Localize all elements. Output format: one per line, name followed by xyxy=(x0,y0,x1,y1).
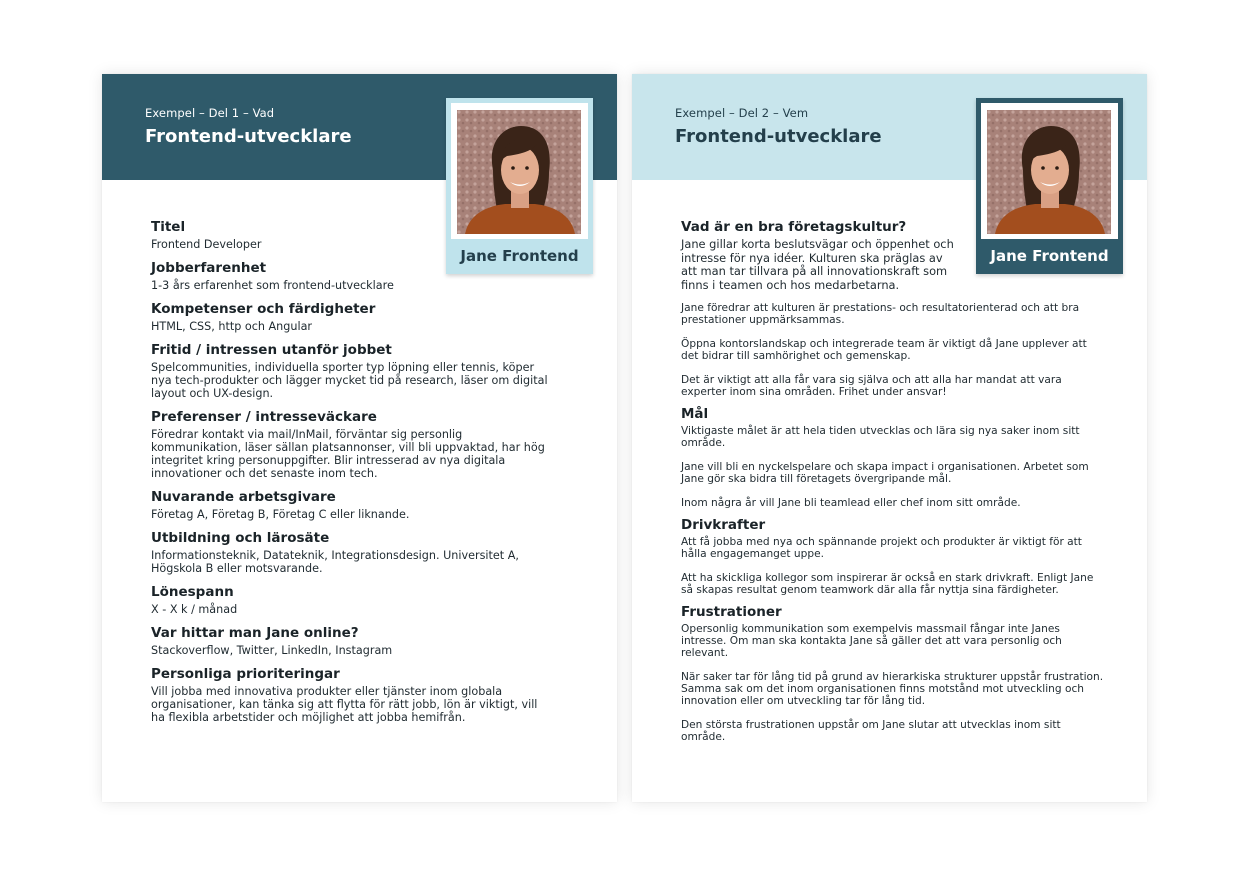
section-goals xyxy=(681,406,1106,509)
field-experience xyxy=(151,260,571,292)
section-paragraph: När saker tar för lång tid på grund av hierarkiska strukturer uppstår frustration. Samma sak om det inom organisationen finns motstånd mot utveckling och innovation eller om utveckling tar för lång tid. xyxy=(681,671,1104,707)
persona-name: Jane Frontend xyxy=(990,247,1109,265)
field-education xyxy=(151,530,571,575)
field-skills xyxy=(151,301,571,333)
field-label: Lönespann xyxy=(151,584,234,600)
section-label: Drivkrafter xyxy=(681,517,766,533)
field-value: Företag A, Företag B, Företag C eller liknande. xyxy=(151,508,410,521)
card-eyebrow: Exempel – Del 2 – Vem xyxy=(675,106,809,120)
persona-sections xyxy=(681,219,1106,751)
section-label: Vad är en bra företagskultur? xyxy=(681,219,907,235)
section-company-culture xyxy=(681,219,1106,398)
persona-card-what xyxy=(102,74,617,802)
field-value: Föredrar kontakt via mail/InMail, förväntar sig personlig kommunikation, läser sällan platsannonser, vill bli uppvaktad, har hög integritet kring personuppgifter. Blir intresserad av nya digitala innovationer och det senaste inom tech. xyxy=(151,428,545,480)
field-label: Kompetenser och färdigheter xyxy=(151,301,376,317)
section-paragraph: Jane föredrar att kulturen är prestations- och resultatorienterad och att bra prestationer uppmärksammas. xyxy=(681,302,1080,326)
field-value: HTML, CSS, http och Angular xyxy=(151,320,313,333)
field-salary-range xyxy=(151,584,571,616)
field-value: Stackoverflow, Twitter, LinkedIn, Instagram xyxy=(151,644,393,657)
section-label: Mål xyxy=(681,406,709,422)
section-paragraph: Jane vill bli en nyckelspelare och skapa impact i organisationen. Arbetet som Jane gör ska bidra till företagets övergripande mål. xyxy=(681,461,1089,485)
persona-card-who xyxy=(632,74,1147,802)
section-paragraph: Det är viktigt att alla får vara sig själva och att alla har mandat att vara experter inom sina områden. Frihet under ansvar! xyxy=(681,374,1062,398)
field-value: 1-3 års erfarenhet som frontend-utvecklare xyxy=(151,279,394,292)
section-paragraph: Att ha skickliga kollegor som inspirerar är också en stark drivkraft. Enligt Jane så skapas resultat genom teamwork där alla får nyttja sina färdigheter. xyxy=(681,572,1094,596)
field-label: Preferenser / intresseväckare xyxy=(151,409,377,425)
section-motivators xyxy=(681,517,1106,596)
section-label: Frustrationer xyxy=(681,604,782,620)
card-title: Frontend-utvecklare xyxy=(145,126,352,147)
field-value: Frontend Developer xyxy=(151,238,262,251)
field-label: Nuvarande arbetsgivare xyxy=(151,489,336,505)
field-label: Personliga prioriteringar xyxy=(151,666,340,682)
field-hobbies xyxy=(151,342,571,400)
persona-fields xyxy=(151,219,571,733)
section-paragraph: Att få jobba med nya och spännande projekt och produkter är viktigt för att hålla engagemanget uppe. xyxy=(681,536,1082,560)
field-label: Utbildning och lärosäte xyxy=(151,530,330,546)
field-value: Informationsteknik, Datateknik, Integrationsdesign. Universitet A, Högskola B eller motsvarande. xyxy=(151,549,519,575)
section-intro: Jane gillar korta beslutsvägar och öppenhet och intresse för nya idéer. Kulturen ska präglas av att man tar tillvara på all innovationskraft som finns i teamen och hos medarbetarna. xyxy=(681,237,954,292)
section-paragraph: Viktigaste målet är att hela tiden utvecklas och lära sig nya saker inom sitt område. xyxy=(681,425,1080,449)
section-paragraph: Den största frustrationen uppstår om Jane slutar att utvecklas inom sitt område. xyxy=(681,719,1061,743)
section-frustrations xyxy=(681,604,1106,743)
field-current-employer xyxy=(151,489,571,521)
field-value: Vill jobba med innovativa produkter eller tjänster inom globala organisationer, kan tänka sig att flytta för rätt jobb, lön är viktigt, vill ha flexibla arbetstider och möjlighet att jobba hemifrån. xyxy=(151,685,538,724)
field-title xyxy=(151,219,571,251)
profile-photo xyxy=(457,110,581,234)
field-preferences xyxy=(151,409,571,480)
field-label: Jobberfarenhet xyxy=(151,260,267,276)
field-online-presence xyxy=(151,625,571,657)
card-eyebrow: Exempel – Del 1 – Vad xyxy=(145,106,275,120)
field-label: Var hittar man Jane online? xyxy=(151,625,359,641)
field-label: Titel xyxy=(151,219,186,235)
persona-name: Jane Frontend xyxy=(460,247,579,265)
section-paragraph: Opersonlig kommunikation som exempelvis massmail fångar inte Janes intresse. Om man ska kontakta Jane så gäller det att vara personlig och relevant. xyxy=(681,623,1062,659)
field-value: Spelcommunities, individuella sporter typ löpning eller tennis, köper nya tech-produkter och lägger mycket tid på research, läser om digital layout och UX-design. xyxy=(151,361,548,400)
profile-photo xyxy=(987,110,1111,234)
field-value: X - X k / månad xyxy=(151,603,238,616)
card-title: Frontend-utvecklare xyxy=(675,126,882,147)
section-paragraph: Inom några år vill Jane bli teamlead eller chef inom sitt område. xyxy=(681,497,1021,509)
field-priorities xyxy=(151,666,571,724)
field-label: Fritid / intressen utanför jobbet xyxy=(151,342,392,358)
section-paragraph: Öppna kontorslandskap och integrerade team är viktigt då Jane upplever att det bidrar till samhörighet och gemenskap. xyxy=(681,338,1087,362)
